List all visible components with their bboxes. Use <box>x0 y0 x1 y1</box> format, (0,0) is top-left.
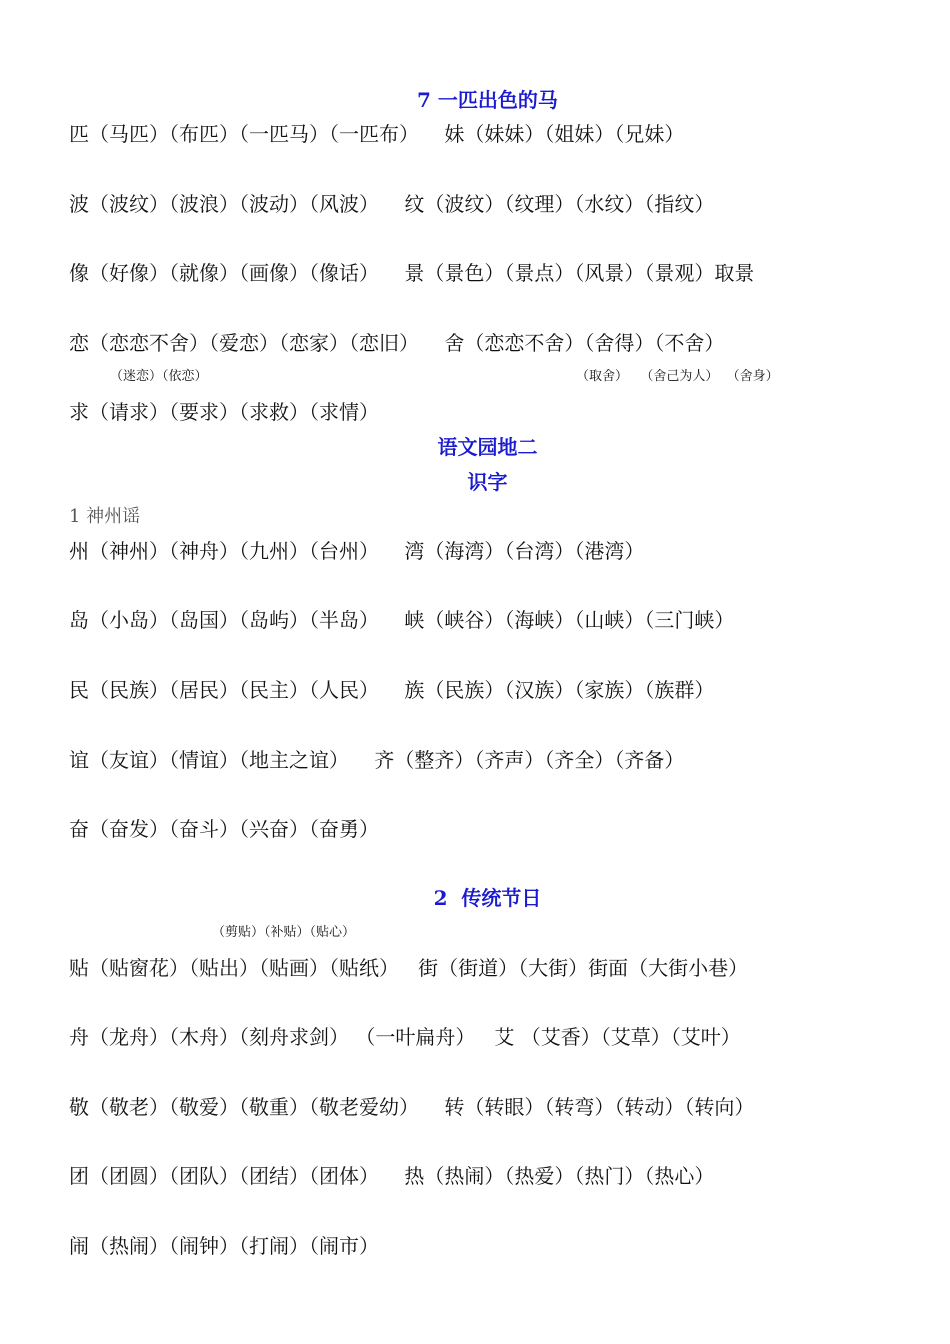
word-line: 谊（友谊）（情谊）（地主之谊） 齐（整齐）（齐声）（齐全）（齐备） <box>69 748 685 772</box>
section-1-title: 1 神州谣 <box>69 506 141 527</box>
word-line: 像（好像）（就像）（画像）（像话） 景（景色）（景点）（风景）（景观）取景 <box>69 261 755 285</box>
word-line: 州（神州）（神舟）（九州）（台州） 湾（海湾）（台湾）（港湾） <box>69 539 645 563</box>
word-line: 岛（小岛）（岛国）（岛屿）（半岛） 峡（峡谷）（海峡）（山峡）（三门峡） <box>69 608 735 632</box>
garden-title: 语文园地二 <box>437 435 538 459</box>
word-line: 匹（马匹）（布匹）（一匹马）（一匹布） 妹（妹妹）（姐妹）（兄妹） <box>69 122 685 146</box>
word-line: 团（团圆）（团队）（团结）（团体） 热（热闹）（热爱）（热门）（热心） <box>69 1164 715 1188</box>
word-line: 民（民族）（居民）（民主）（人民） 族（民族）（汉族）（家族）（族群） <box>69 678 715 702</box>
lesson-7-title: 7 一匹出色的马 <box>417 88 558 112</box>
garden-subtitle: 识字 <box>467 470 508 494</box>
section-2-title: 2 传统节日 <box>433 886 542 910</box>
word-line: 贴（贴窗花）（贴出）（贴画）（贴纸） 街（街道）（大街）街面（大街小巷） <box>69 956 749 980</box>
small-note-right: （取舍） （舍己为人） （舍身） <box>576 369 779 384</box>
word-line: 敬（敬老）（敬爱）（敬重）（敬老爱幼） 转（转眼）（转弯）（转动）（转向） <box>69 1095 755 1119</box>
word-line: 恋（恋恋不舍）（爱恋）（恋家）（恋旧） 舍（恋恋不舍）（舍得）（不舍） <box>69 331 725 355</box>
small-note-top: （剪贴）（补贴）（贴心） <box>212 925 356 940</box>
word-line: 闹（热闹）（闹钟）（打闹）（闹市） <box>69 1234 379 1258</box>
word-line: 波（波纹）（波浪）（波动）（风波） 纹（波纹）（纹理）（水纹）（指纹） <box>69 192 715 216</box>
word-line: 奋（奋发）（奋斗）（兴奋）（奋勇） <box>69 817 379 841</box>
small-note-left: （迷恋）（依恋） <box>110 369 208 384</box>
word-line: 舟（龙舟）（木舟）（刻舟求剑） （一叶扁舟） 艾 （艾香）（艾草）（艾叶） <box>69 1025 741 1049</box>
word-line: 求（请求）（要求）（求救）（求情） <box>69 400 379 424</box>
